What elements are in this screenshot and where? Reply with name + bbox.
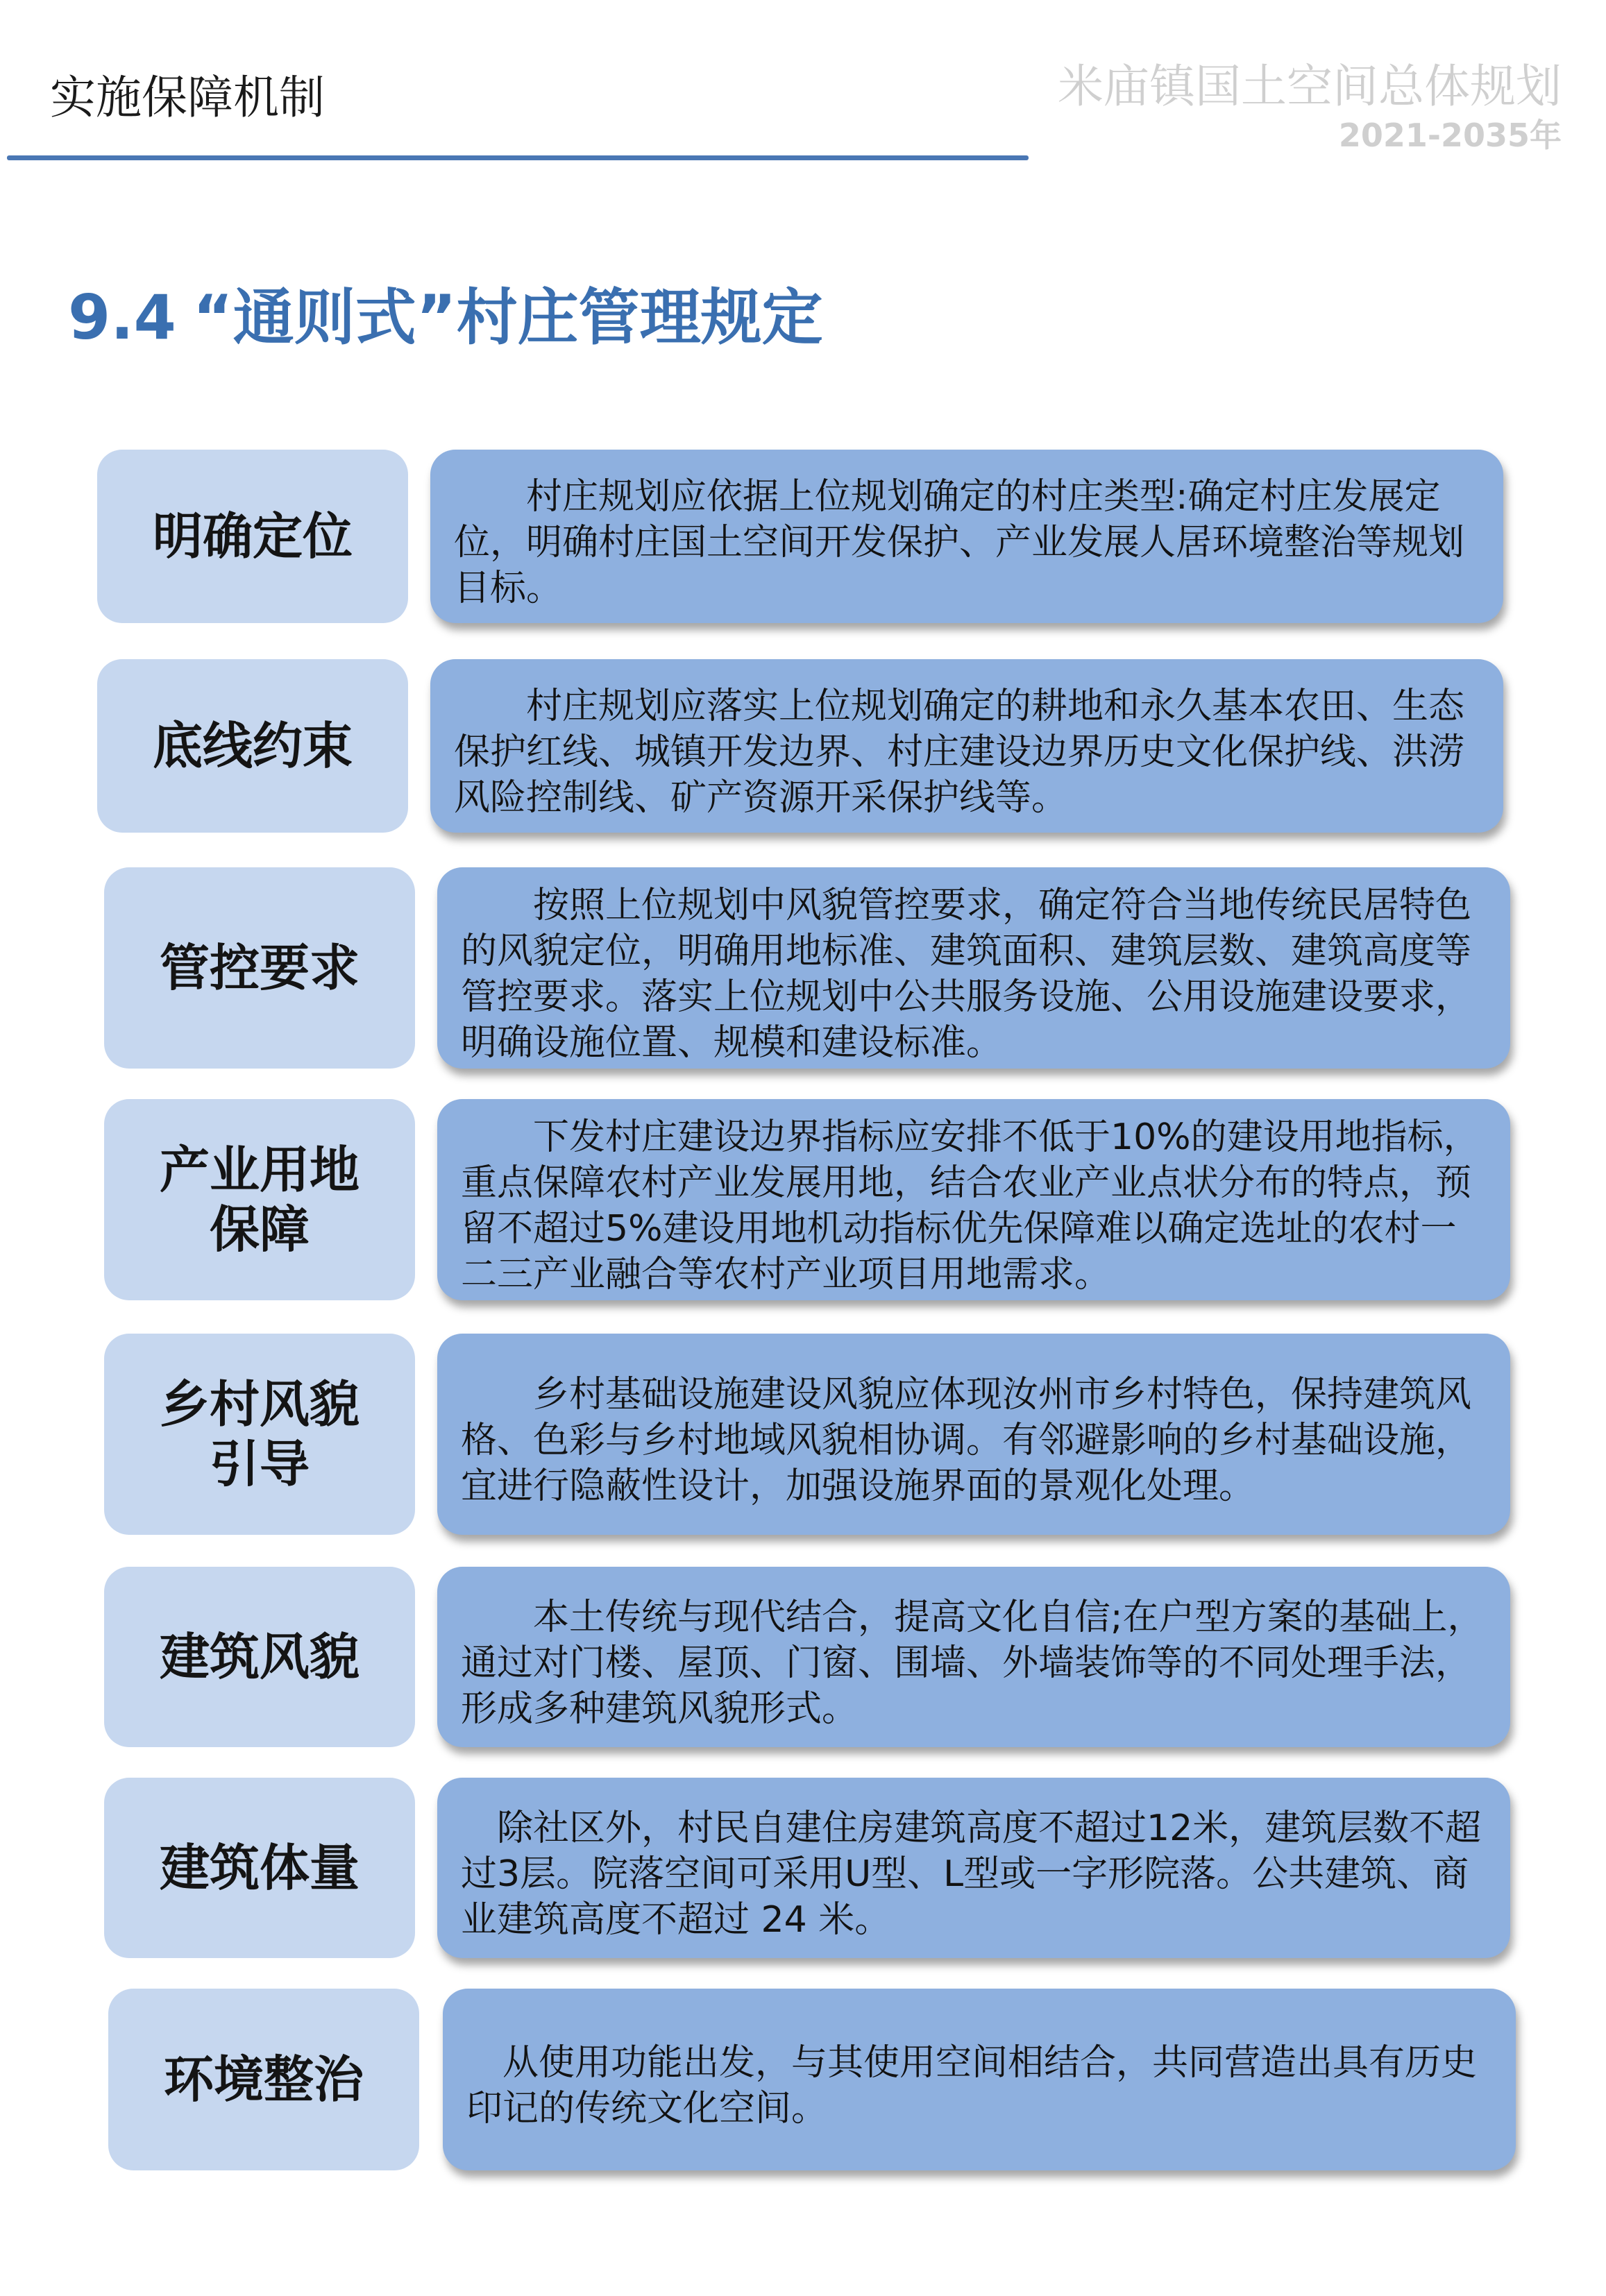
- rule-row-rural-style: [0, 1334, 1606, 1507]
- rule-label: 明确定位: [97, 450, 408, 623]
- rule-description-text: 村庄规划应落实上位规划确定的耕地和永久基本农田、生态保护红线、城镇开发边界、村庄建设边界历史文化保护线、洪涝风险控制线、矿产资源开采保护线等。: [454, 686, 1465, 819]
- rule-description-text: 本土传统与现代结合，提高文化自信;在户型方案的基础上，通过对门楼、屋顶、门窗、围墙、外墙装饰等的不同处理手法，形成多种建筑风貌形式。: [461, 1597, 1484, 1730]
- rule-row-industrial-land: [0, 1099, 1606, 1295]
- section-name: 实施保障机制: [50, 71, 325, 124]
- heading-number: 9.4: [68, 282, 176, 353]
- heading-text: “通则式”村庄管理规定: [192, 282, 823, 353]
- rule-description-text: 下发村庄建设边界指标应安排不低于10%的建设用地指标，重点保障农村产业发展用地，结合农业产业点状分布的特点，预留不超过5%建设用地机动指标优先保障难以确定选址的农村一二三产业融合等农村产业项目用地需求。: [461, 1116, 1480, 1295]
- page-heading: [68, 282, 823, 353]
- rule-row-positioning: [0, 450, 1606, 623]
- rule-description: [437, 867, 1510, 1069]
- rule-row-environment: [0, 1989, 1606, 2162]
- rule-description: [430, 659, 1503, 833]
- rule-row-bottom-line: [0, 659, 1606, 833]
- rule-label: 管控要求: [104, 867, 415, 1069]
- rule-description-text: 乡村基础设施建设风貌应体现汝州市乡村特色，保持建筑风格、色彩与乡村地域风貌相协调。有邻避影响的乡村基础设施，宜进行隐蔽性设计，加强设施界面的景观化处理。: [461, 1374, 1472, 1507]
- rule-row-control: [0, 867, 1606, 1064]
- rule-description: [430, 450, 1503, 623]
- document-title: 米庙镇国土空间总体规划: [1058, 60, 1562, 113]
- rule-row-building-volume: [0, 1778, 1606, 1951]
- rule-label: 产业用地 保障: [104, 1099, 415, 1300]
- rule-description-text: 除社区外，村民自建住房建筑高度不超过12米，建筑层数不超过3层。院落空间可采用U型、L型或一字形院落。公共建筑、商业建筑高度不超过 24 米。: [461, 1808, 1482, 1941]
- rule-label: 环境整治: [108, 1989, 419, 2170]
- document-years: 2021-2035年: [1338, 117, 1562, 154]
- rule-label: 底线约束: [97, 659, 408, 833]
- header-divider: [7, 155, 1029, 160]
- rule-description: [437, 1334, 1510, 1535]
- rule-label: 乡村风貌 引导: [104, 1334, 415, 1535]
- rule-label: 建筑体量: [104, 1778, 415, 1958]
- rule-description-text: 村庄规划应依据上位规划确定的村庄类型:确定村庄发展定位，明确村庄国土空间开发保护、产业发展人居环境整治等规划目标。: [454, 476, 1465, 609]
- rule-description-text: 按照上位规划中风貌管控要求，确定符合当地传统民居特色的风貌定位，明确用地标准、建筑面积、建筑层数、建筑高度等管控要求。落实上位规划中公共服务设施、公用设施建设要求，明确设施位置、规模和建设标准。: [461, 885, 1472, 1064]
- rule-description: [437, 1099, 1510, 1300]
- rule-description: [437, 1567, 1510, 1747]
- rule-row-architecture-style: [0, 1567, 1606, 1740]
- rule-description-text: 从使用功能出发，与其使用空间相结合，共同营造出具有历史印记的传统文化空间。: [466, 2042, 1478, 2129]
- rule-label: 建筑风貌: [104, 1567, 415, 1747]
- rule-description: [443, 1989, 1516, 2170]
- rule-description: [437, 1778, 1510, 1958]
